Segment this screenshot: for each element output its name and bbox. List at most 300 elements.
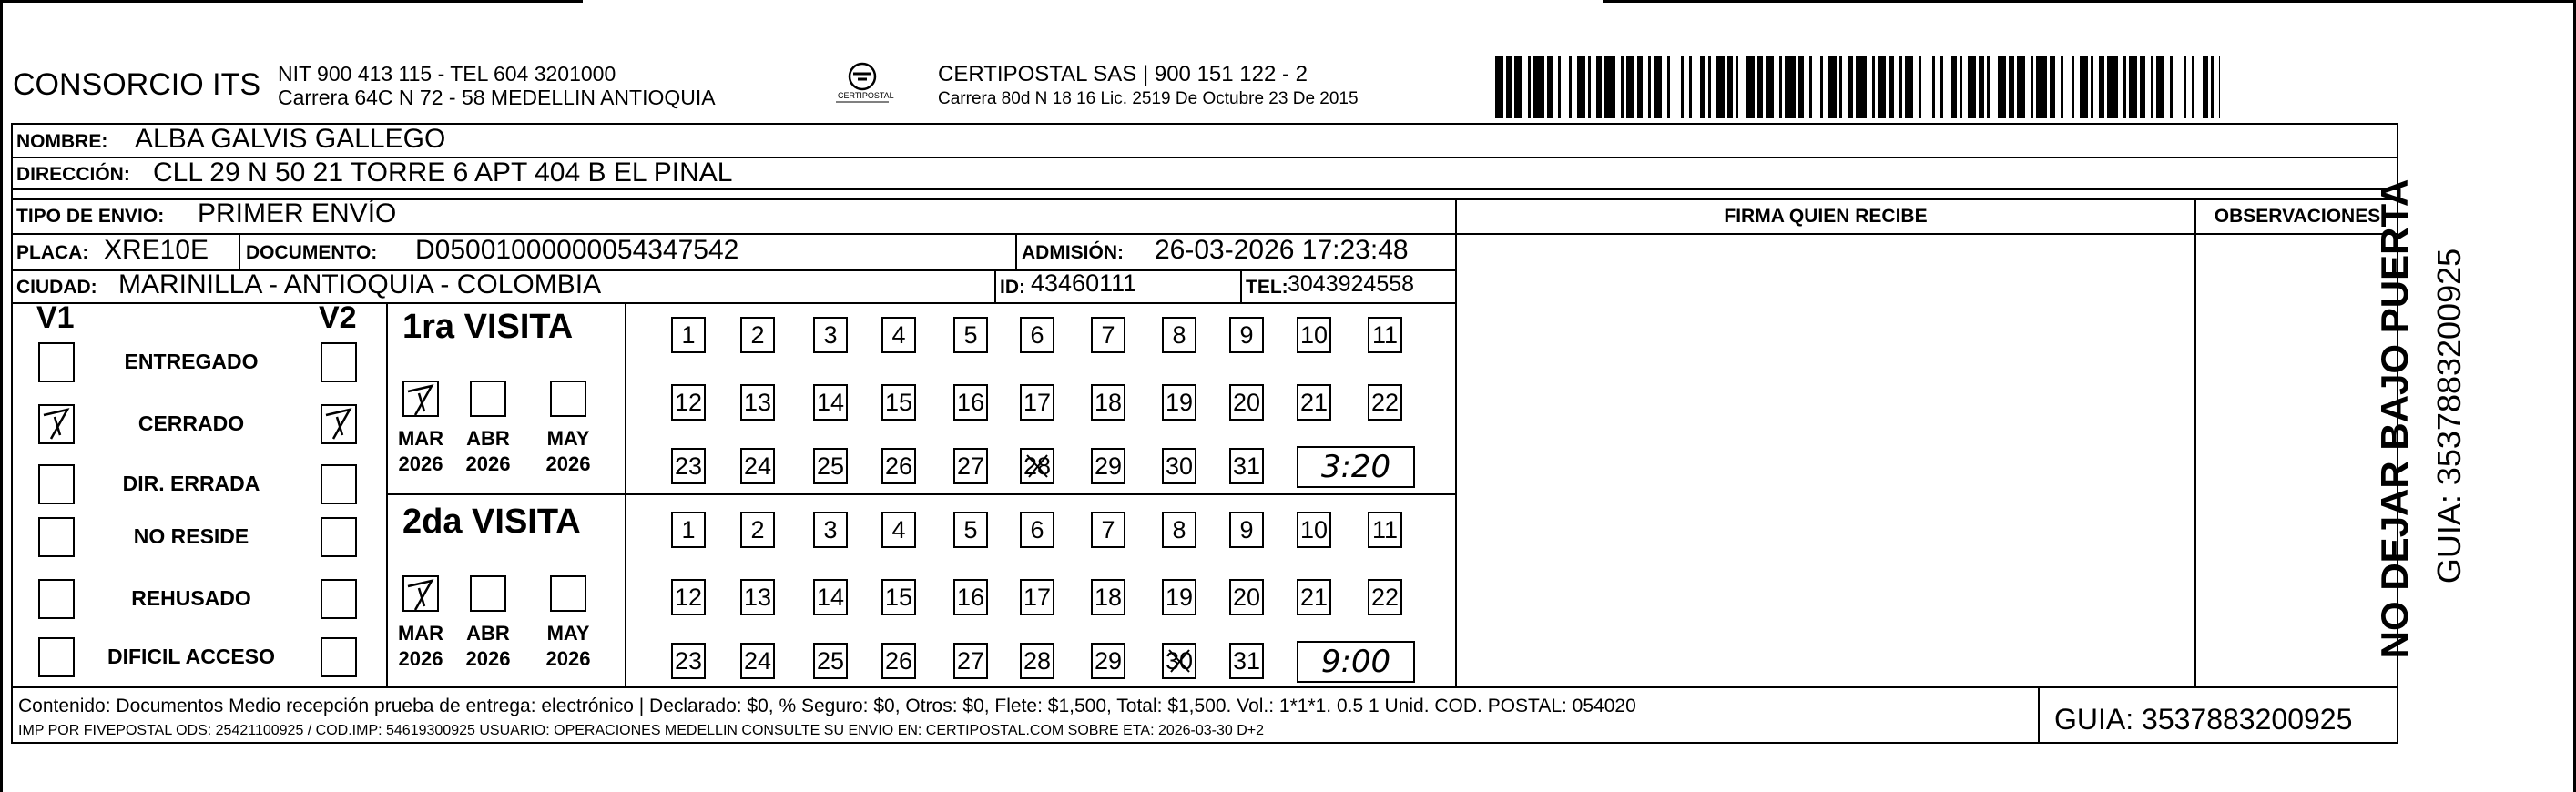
barcode-bar bbox=[1798, 56, 1804, 118]
day-box[interactable] bbox=[1229, 512, 1264, 548]
barcode-bar bbox=[1932, 56, 1935, 118]
day-box[interactable] bbox=[881, 317, 916, 353]
barcode-bar bbox=[2031, 56, 2033, 118]
day-number: 23 bbox=[674, 452, 703, 480]
day-number: 4 bbox=[891, 516, 906, 543]
day-number: 29 bbox=[1094, 647, 1123, 675]
day-number: 22 bbox=[1370, 389, 1400, 416]
v2-checkbox[interactable] bbox=[321, 464, 357, 504]
day-box[interactable] bbox=[1368, 384, 1402, 421]
barcode-bar bbox=[2203, 56, 2208, 118]
day-box[interactable] bbox=[1162, 512, 1196, 548]
v2-header: V2 bbox=[319, 300, 357, 335]
footer-imp: IMP POR FIVEPOSTAL ODS: 25421100925 / COD.IMP: 54619300925 USUARIO: OPERACIONES MEDELLIN CONSULTE SU ENVIO EN: CERTIPOSTAL.COM SOBRE ETA: 2026-03-30 D+2 bbox=[18, 723, 1265, 738]
day-box[interactable] bbox=[813, 384, 848, 421]
day-number: 10 bbox=[1299, 516, 1329, 543]
barcode-bar bbox=[1979, 56, 1984, 118]
day-number: 11 bbox=[1371, 516, 1399, 543]
v1-checkbox[interactable] bbox=[38, 464, 75, 504]
month-checkbox[interactable] bbox=[470, 575, 506, 612]
barcode-bar bbox=[1968, 56, 1976, 118]
barcode-bar bbox=[1757, 56, 1763, 118]
day-number: 22 bbox=[1370, 584, 1400, 611]
day-box[interactable] bbox=[740, 317, 775, 353]
nombre-value: ALBA GALVIS GALLEGO bbox=[135, 124, 446, 154]
month-name: MAR bbox=[397, 427, 444, 450]
v1-checkbox[interactable] bbox=[38, 579, 75, 619]
v2-checkbox[interactable] bbox=[321, 404, 357, 444]
day-box[interactable] bbox=[671, 643, 706, 679]
barcode-bar bbox=[1708, 56, 1711, 118]
month-year: 2026 bbox=[545, 452, 591, 475]
day-number: 21 bbox=[1299, 584, 1329, 611]
time-box[interactable] bbox=[1297, 641, 1415, 683]
day-box[interactable] bbox=[740, 579, 775, 615]
day-box[interactable] bbox=[953, 384, 988, 421]
month-name: MAR bbox=[397, 622, 444, 645]
day-number: 2 bbox=[750, 321, 765, 349]
day-number: 8 bbox=[1172, 321, 1186, 349]
month-check-mark bbox=[404, 577, 439, 614]
status-label: ENTREGADO bbox=[124, 350, 259, 373]
placa-label: PLACA: bbox=[16, 242, 89, 263]
barcode-bar bbox=[1905, 56, 1913, 118]
barcode-bar bbox=[1681, 56, 1684, 118]
barcode-bar bbox=[1872, 56, 1875, 118]
cell-line bbox=[239, 233, 240, 269]
barcode-bar bbox=[1940, 56, 1943, 118]
day-box[interactable] bbox=[953, 448, 988, 484]
barcode-bar bbox=[2211, 56, 2214, 118]
ciudad-label: CIUDAD: bbox=[16, 277, 97, 298]
day-number: 25 bbox=[816, 647, 845, 675]
col-head-line bbox=[1455, 233, 2398, 235]
day-number: 17 bbox=[1023, 389, 1052, 416]
barcode-bar bbox=[2009, 56, 2014, 118]
day-number: 17 bbox=[1023, 584, 1052, 611]
day-number: 14 bbox=[816, 584, 845, 611]
v1-check-mark bbox=[40, 406, 75, 442]
month-label bbox=[391, 621, 451, 672]
month-year: 2026 bbox=[398, 647, 443, 670]
status-label: DIFICIL ACCESO bbox=[107, 645, 275, 668]
month-name: MAY bbox=[546, 427, 590, 450]
left-edge bbox=[0, 0, 3, 792]
day-box[interactable] bbox=[1162, 643, 1196, 679]
barcode-bar bbox=[1621, 56, 1624, 118]
day-box[interactable] bbox=[1162, 384, 1196, 421]
day-number: 13 bbox=[743, 584, 772, 611]
month-checkbox[interactable] bbox=[402, 381, 439, 417]
day-box[interactable] bbox=[813, 448, 848, 484]
day-box[interactable] bbox=[1091, 384, 1125, 421]
side-guia: GUIA: 3537883200925 bbox=[2430, 248, 2468, 584]
day-number: 20 bbox=[1232, 584, 1261, 611]
day-number: 16 bbox=[956, 584, 985, 611]
v1-checkbox[interactable] bbox=[38, 342, 75, 382]
certipostal-logo-icon bbox=[830, 60, 894, 113]
day-box[interactable] bbox=[813, 512, 848, 548]
day-number: 27 bbox=[956, 452, 985, 480]
row-line bbox=[11, 302, 1455, 304]
day-box[interactable] bbox=[1229, 579, 1264, 615]
barcode-bar bbox=[1667, 56, 1670, 118]
day-box[interactable] bbox=[1020, 643, 1054, 679]
barcode-bar bbox=[1626, 56, 1634, 118]
barcode-bar bbox=[2099, 56, 2104, 118]
cert-line-2: Carrera 80d N 18 16 Lic. 2519 De Octubre 23 De 2015 bbox=[938, 89, 1359, 108]
barcode-bar bbox=[2219, 56, 2220, 118]
day-box[interactable] bbox=[671, 512, 706, 548]
day-number: 10 bbox=[1299, 321, 1329, 349]
placa-value: XRE10E bbox=[104, 235, 209, 265]
day-number: 1 bbox=[681, 321, 696, 349]
barcode-bar bbox=[1716, 56, 1725, 118]
day-number: 18 bbox=[1094, 389, 1123, 416]
day-box[interactable] bbox=[671, 384, 706, 421]
barcode-bar bbox=[1848, 56, 1853, 118]
day-box[interactable] bbox=[813, 643, 848, 679]
day-number: 15 bbox=[884, 584, 913, 611]
barcode-bar bbox=[1700, 56, 1705, 118]
barcode-bar bbox=[1588, 56, 1591, 118]
day-number: 6 bbox=[1030, 321, 1044, 349]
col-line-obs bbox=[2194, 198, 2196, 686]
barcode-bar bbox=[1569, 56, 1572, 118]
day-number: 13 bbox=[743, 389, 772, 416]
month-year: 2026 bbox=[465, 647, 511, 670]
day-box[interactable] bbox=[1020, 579, 1054, 615]
barcode-bar bbox=[1495, 56, 1503, 118]
barcode-bar bbox=[1528, 56, 1531, 118]
barcode-bar bbox=[1779, 56, 1782, 118]
day-number: 4 bbox=[891, 321, 906, 349]
barcode-bar bbox=[1960, 56, 1962, 118]
barcode-bar bbox=[1727, 56, 1733, 118]
status-label: CERRADO bbox=[137, 411, 245, 435]
ciudad-value: MARINILLA - ANTIOQUIA - COLOMBIA bbox=[118, 269, 602, 300]
day-number: 9 bbox=[1239, 516, 1254, 543]
cell-line bbox=[1240, 269, 1242, 302]
day-box[interactable] bbox=[1368, 512, 1402, 548]
visit-title: 2da VISITA bbox=[402, 503, 581, 541]
day-box[interactable] bbox=[881, 579, 916, 615]
barcode-bar bbox=[1878, 56, 1886, 118]
day-number: 29 bbox=[1094, 452, 1123, 480]
v1-checkbox[interactable] bbox=[38, 404, 75, 444]
barcode-bar bbox=[1809, 56, 1812, 118]
v1-checkbox[interactable] bbox=[38, 637, 75, 677]
day-number: 14 bbox=[816, 389, 845, 416]
day-box[interactable] bbox=[1091, 643, 1125, 679]
day-number: 30 bbox=[1165, 647, 1194, 675]
day-box[interactable] bbox=[1229, 643, 1264, 679]
admision-label: ADMISIÓN: bbox=[1022, 242, 1124, 263]
address-line: Carrera 64C N 72 - 58 MEDELLIN ANTIOQUIA bbox=[278, 86, 716, 109]
day-box[interactable] bbox=[1162, 317, 1196, 353]
day-box[interactable] bbox=[671, 448, 706, 484]
day-box[interactable] bbox=[953, 579, 988, 615]
barcode-bar bbox=[1577, 56, 1585, 118]
cell-line bbox=[1015, 233, 1017, 269]
day-box[interactable] bbox=[671, 317, 706, 353]
barcode-bar bbox=[1899, 56, 1902, 118]
barcode-bar bbox=[1547, 56, 1553, 118]
day-box[interactable] bbox=[953, 512, 988, 548]
row-line bbox=[11, 188, 2398, 190]
top-edge bbox=[0, 0, 583, 3]
day-number: 16 bbox=[956, 389, 985, 416]
v2-checkbox[interactable] bbox=[321, 517, 357, 557]
barcode-bar bbox=[1736, 56, 1738, 118]
status-label: NO RESIDE bbox=[133, 524, 249, 548]
barcode-bar bbox=[1637, 56, 1643, 118]
barcode-bar bbox=[2170, 56, 2173, 118]
logo-text: CERTIPOSTAL bbox=[838, 91, 894, 100]
barcode-bar bbox=[1654, 56, 1662, 118]
day-box[interactable] bbox=[881, 384, 916, 421]
month-label bbox=[391, 426, 451, 477]
barcode-bar bbox=[2017, 56, 2025, 118]
day-number: 18 bbox=[1094, 584, 1123, 611]
barcode-bar bbox=[1919, 56, 1921, 118]
day-mark bbox=[1022, 450, 1053, 482]
day-number: 19 bbox=[1165, 584, 1194, 611]
month-label bbox=[538, 621, 598, 672]
month-name: MAY bbox=[546, 622, 590, 645]
barcode-bar bbox=[1951, 56, 1957, 118]
month-label bbox=[458, 621, 518, 672]
barcode-graphic bbox=[1495, 56, 2220, 118]
day-box[interactable] bbox=[1297, 384, 1331, 421]
barcode-bar bbox=[2123, 56, 2126, 118]
month-year: 2026 bbox=[465, 452, 511, 475]
day-number: 2 bbox=[750, 516, 765, 543]
day-number: 5 bbox=[963, 516, 978, 543]
id-value: 43460111 bbox=[1031, 269, 1137, 297]
v2-checkbox[interactable] bbox=[321, 637, 357, 677]
firma-header: FIRMA QUIEN RECIBE bbox=[1724, 206, 1928, 227]
day-box[interactable] bbox=[1297, 317, 1331, 353]
barcode-bar bbox=[2192, 56, 2194, 118]
tel-label: TEL: bbox=[1246, 277, 1288, 298]
barcode-bar bbox=[1558, 56, 1561, 118]
barcode-bar bbox=[1746, 56, 1755, 118]
nombre-label: NOMBRE: bbox=[16, 131, 108, 152]
footer-guia: GUIA: 3537883200925 bbox=[2054, 703, 2353, 736]
barcode bbox=[1495, 56, 2220, 118]
day-number: 28 bbox=[1023, 647, 1052, 675]
documento-label: DOCUMENTO: bbox=[246, 242, 378, 263]
barcode-bar bbox=[2107, 56, 2118, 118]
day-box[interactable] bbox=[1020, 317, 1054, 353]
id-label: ID: bbox=[1000, 277, 1025, 298]
side-warning: NO DEJAR BAJO PUERTA bbox=[2373, 178, 2416, 659]
day-number: 19 bbox=[1165, 389, 1194, 416]
nit-line: NIT 900 413 115 - TEL 604 3201000 bbox=[278, 62, 616, 86]
month-label bbox=[458, 426, 518, 477]
barcode-bar bbox=[1506, 56, 1512, 118]
day-number: 9 bbox=[1239, 321, 1254, 349]
v2-checkbox[interactable] bbox=[321, 579, 357, 619]
day-box[interactable] bbox=[1020, 448, 1054, 484]
day-number: 24 bbox=[743, 647, 772, 675]
day-number: 3 bbox=[823, 516, 838, 543]
day-box[interactable] bbox=[1229, 384, 1264, 421]
day-box[interactable] bbox=[1297, 512, 1331, 548]
day-number: 11 bbox=[1371, 321, 1399, 349]
barcode-bar bbox=[1828, 56, 1837, 118]
day-box[interactable] bbox=[881, 643, 916, 679]
month-checkbox[interactable] bbox=[550, 381, 586, 417]
day-number: 1 bbox=[681, 516, 696, 543]
col-line-firma bbox=[1455, 198, 1457, 686]
tipo-label: TIPO DE ENVIO: bbox=[16, 206, 165, 227]
month-name: ABR bbox=[466, 427, 510, 450]
day-box[interactable] bbox=[671, 579, 706, 615]
time-box[interactable] bbox=[1297, 446, 1415, 488]
barcode-bar bbox=[2061, 56, 2063, 118]
barcode-bar bbox=[1820, 56, 1823, 118]
barcode-bar bbox=[1839, 56, 1842, 118]
day-number: 30 bbox=[1165, 452, 1194, 480]
barcode-bar bbox=[2129, 56, 2137, 118]
barcode-bar bbox=[1648, 56, 1651, 118]
barcode-bar bbox=[2080, 56, 2088, 118]
day-box[interactable] bbox=[1229, 448, 1264, 484]
day-box[interactable] bbox=[953, 643, 988, 679]
day-number: 8 bbox=[1172, 516, 1186, 543]
month-name: ABR bbox=[466, 622, 510, 645]
barcode-bar bbox=[1596, 56, 1602, 118]
day-number: 5 bbox=[963, 321, 978, 349]
day-box[interactable] bbox=[881, 512, 916, 548]
day-box[interactable] bbox=[1091, 448, 1125, 484]
barcode-bar bbox=[1785, 56, 1796, 118]
footer-contenido: Contenido: Documentos Medio recepción prueba de entrega: electrónico | Declarado: $0, % Seguro: $0, Otros: $0, Flete: $1,500, Total: $1,500. Vol.: 1*1*1. 0.5 1 Unid. COD. POSTAL: 054020 bbox=[18, 696, 1636, 716]
day-number: 24 bbox=[743, 452, 772, 480]
day-number: 3 bbox=[823, 321, 838, 349]
month-label bbox=[538, 426, 598, 477]
time-value: 9:00 bbox=[1320, 644, 1391, 680]
documento-value: D05001000000054347542 bbox=[415, 235, 739, 265]
day-box[interactable] bbox=[1020, 512, 1054, 548]
day-box[interactable] bbox=[1020, 384, 1054, 421]
day-number: 12 bbox=[674, 389, 703, 416]
barcode-bar bbox=[1689, 56, 1692, 118]
month-year: 2026 bbox=[545, 647, 591, 670]
day-number: 21 bbox=[1299, 389, 1329, 416]
day-box[interactable] bbox=[740, 643, 775, 679]
observaciones-header: OBSERVACIONES bbox=[2214, 206, 2381, 227]
day-box[interactable] bbox=[881, 448, 916, 484]
day-box[interactable] bbox=[1162, 448, 1196, 484]
barcode-bar bbox=[1987, 56, 1990, 118]
tipo-value: PRIMER ENVÍO bbox=[198, 198, 397, 228]
certipostal-logo bbox=[830, 60, 894, 113]
barcode-bar bbox=[2050, 56, 2055, 118]
month-year: 2026 bbox=[398, 452, 443, 475]
v2-checkbox[interactable] bbox=[321, 342, 357, 382]
barcode-bar bbox=[1889, 56, 1894, 118]
month-check-mark bbox=[404, 382, 439, 419]
barcode-bar bbox=[2091, 56, 2093, 118]
day-number: 12 bbox=[674, 584, 703, 611]
barcode-bar bbox=[2036, 56, 2047, 118]
day-box[interactable] bbox=[1229, 317, 1264, 353]
barcode-bar bbox=[2140, 56, 2145, 118]
day-number: 31 bbox=[1232, 647, 1261, 675]
footer-split-line bbox=[2038, 688, 2040, 744]
tel-value: 3043924558 bbox=[1288, 271, 1415, 297]
status-label: REHUSADO bbox=[131, 586, 251, 610]
month-checkbox[interactable] bbox=[402, 575, 439, 612]
barcode-bar bbox=[1856, 56, 1867, 118]
day-number: 25 bbox=[816, 452, 845, 480]
barcode-bar bbox=[2156, 56, 2164, 118]
time-value: 3:20 bbox=[1320, 449, 1391, 485]
barcode-bar bbox=[1604, 56, 1615, 118]
status-label: DIR. ERRADA bbox=[122, 472, 260, 495]
month-checkbox[interactable] bbox=[470, 381, 506, 417]
barcode-bar bbox=[1514, 56, 1522, 118]
cert-line-1: CERTIPOSTAL SAS | 900 151 122 - 2 bbox=[938, 62, 1308, 86]
day-mark bbox=[1164, 645, 1195, 677]
v1-checkbox[interactable] bbox=[38, 517, 75, 557]
day-number: 6 bbox=[1030, 516, 1044, 543]
row-line bbox=[11, 686, 2398, 688]
day-number: 26 bbox=[884, 452, 913, 480]
day-box[interactable] bbox=[1162, 579, 1196, 615]
day-number: 23 bbox=[674, 647, 703, 675]
day-box[interactable] bbox=[1368, 317, 1402, 353]
company-name: CONSORCIO ITS bbox=[13, 67, 261, 102]
day-number: 27 bbox=[956, 647, 985, 675]
day-box[interactable] bbox=[1368, 579, 1402, 615]
day-number: 20 bbox=[1232, 389, 1261, 416]
day-box[interactable] bbox=[740, 512, 775, 548]
visit-title: 1ra VISITA bbox=[402, 308, 574, 346]
barcode-bar bbox=[2151, 56, 2153, 118]
cell-line bbox=[994, 269, 996, 302]
day-number: 7 bbox=[1101, 321, 1115, 349]
day-box[interactable] bbox=[813, 579, 848, 615]
day-box[interactable] bbox=[1297, 579, 1331, 615]
day-number: 7 bbox=[1101, 516, 1115, 543]
day-box[interactable] bbox=[953, 317, 988, 353]
direccion-label: DIRECCIÓN: bbox=[16, 164, 130, 185]
visit-split-line bbox=[388, 493, 1455, 495]
barcode-bar bbox=[1533, 56, 1544, 118]
barcode-bar bbox=[2184, 56, 2186, 118]
month-checkbox[interactable] bbox=[550, 575, 586, 612]
day-box[interactable] bbox=[740, 448, 775, 484]
barcode-bar bbox=[1766, 56, 1774, 118]
day-number: 26 bbox=[884, 647, 913, 675]
barcode-bar bbox=[1998, 56, 2006, 118]
day-number: 31 bbox=[1232, 452, 1261, 480]
day-box[interactable] bbox=[1091, 512, 1125, 548]
v1-header: V1 bbox=[36, 300, 75, 335]
day-box[interactable] bbox=[1091, 579, 1125, 615]
admision-value: 26-03-2026 17:23:48 bbox=[1155, 235, 1409, 265]
day-box[interactable] bbox=[1091, 317, 1125, 353]
top-edge-right bbox=[1603, 0, 2576, 3]
day-number: 15 bbox=[884, 389, 913, 416]
v2-check-mark bbox=[322, 406, 357, 442]
day-box[interactable] bbox=[813, 317, 848, 353]
day-box[interactable] bbox=[740, 384, 775, 421]
